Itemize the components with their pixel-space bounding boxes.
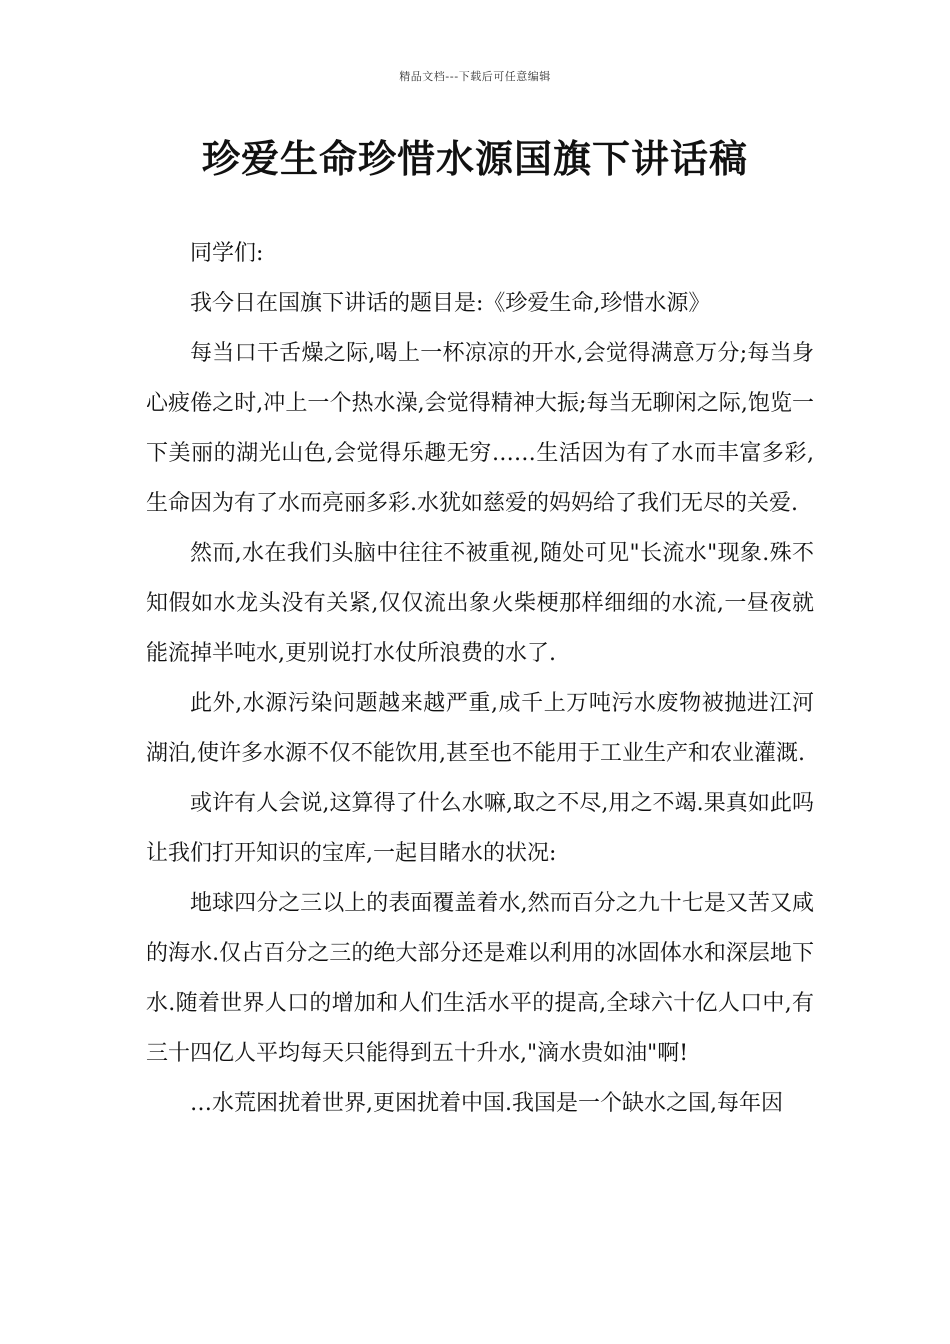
paragraph-topic: 我今日在国旗下讲话的题目是:《珍爱生命,珍惜水源》 (190, 291, 711, 316)
page-title: 珍爱生命珍惜水源国旗下讲话稿 (201, 137, 748, 181)
paragraph-water-waste: 然而,水在我们头脑中往往不被重视,随处可见"长流水"现象.殊不知假如水龙头没有关紧,仅仅流出象火柴梗那样细细的水流,一昼夜就能流掉半吨水,更别说打水仗所浪费的水了. (146, 541, 814, 666)
paragraph-question: 或许有人会说,这算得了什么水嘛,取之不尽,用之不竭.果真如此吗让我们打开知识的宝库,一起目睹水的状况: (146, 791, 814, 866)
paragraph-water-pollution: 此外,水源污染问题越来越严重,成千上万吨污水废物被抛进江河湖泊,使许多水源不仅不能饮用,甚至也不能用于工业生产和农业灌溉. (146, 691, 814, 766)
body-text (146, 229, 814, 1129)
paragraph-water-shortage: …水荒困扰着世界,更困扰着中国.我国是一个缺水之国,每年因 (190, 1091, 783, 1116)
paragraph-earth-water: 地球四分之三以上的表面覆盖着水,然而百分之九十七是又苦又咸的海水.仅占百分之三的绝大部分还是难以利用的冰固体水和深层地下水.随着世界人口的增加和人们生活水平的提高,全球六十亿人口中,有三十四亿人平均每天只能得到五十升水,"滴水贵如油"啊! (146, 891, 814, 1066)
paragraph-greeting: 同学们: (190, 241, 264, 266)
header-note: 精品文档---下载后可任意编辑 (399, 70, 551, 83)
paragraph-water-joy: 每当口干舌燥之际,喝上一杯凉凉的开水,会觉得满意万分;每当身心疲倦之时,冲上一个热水澡,会觉得精神大振;每当无聊闲之际,饱览一下美丽的湖光山色,会觉得乐趣无穷……生活因为有了水而丰富多彩,生命因为有了水而亮丽多彩.水犹如慈爱的妈妈给了我们无尽的关爱. (146, 341, 814, 516)
